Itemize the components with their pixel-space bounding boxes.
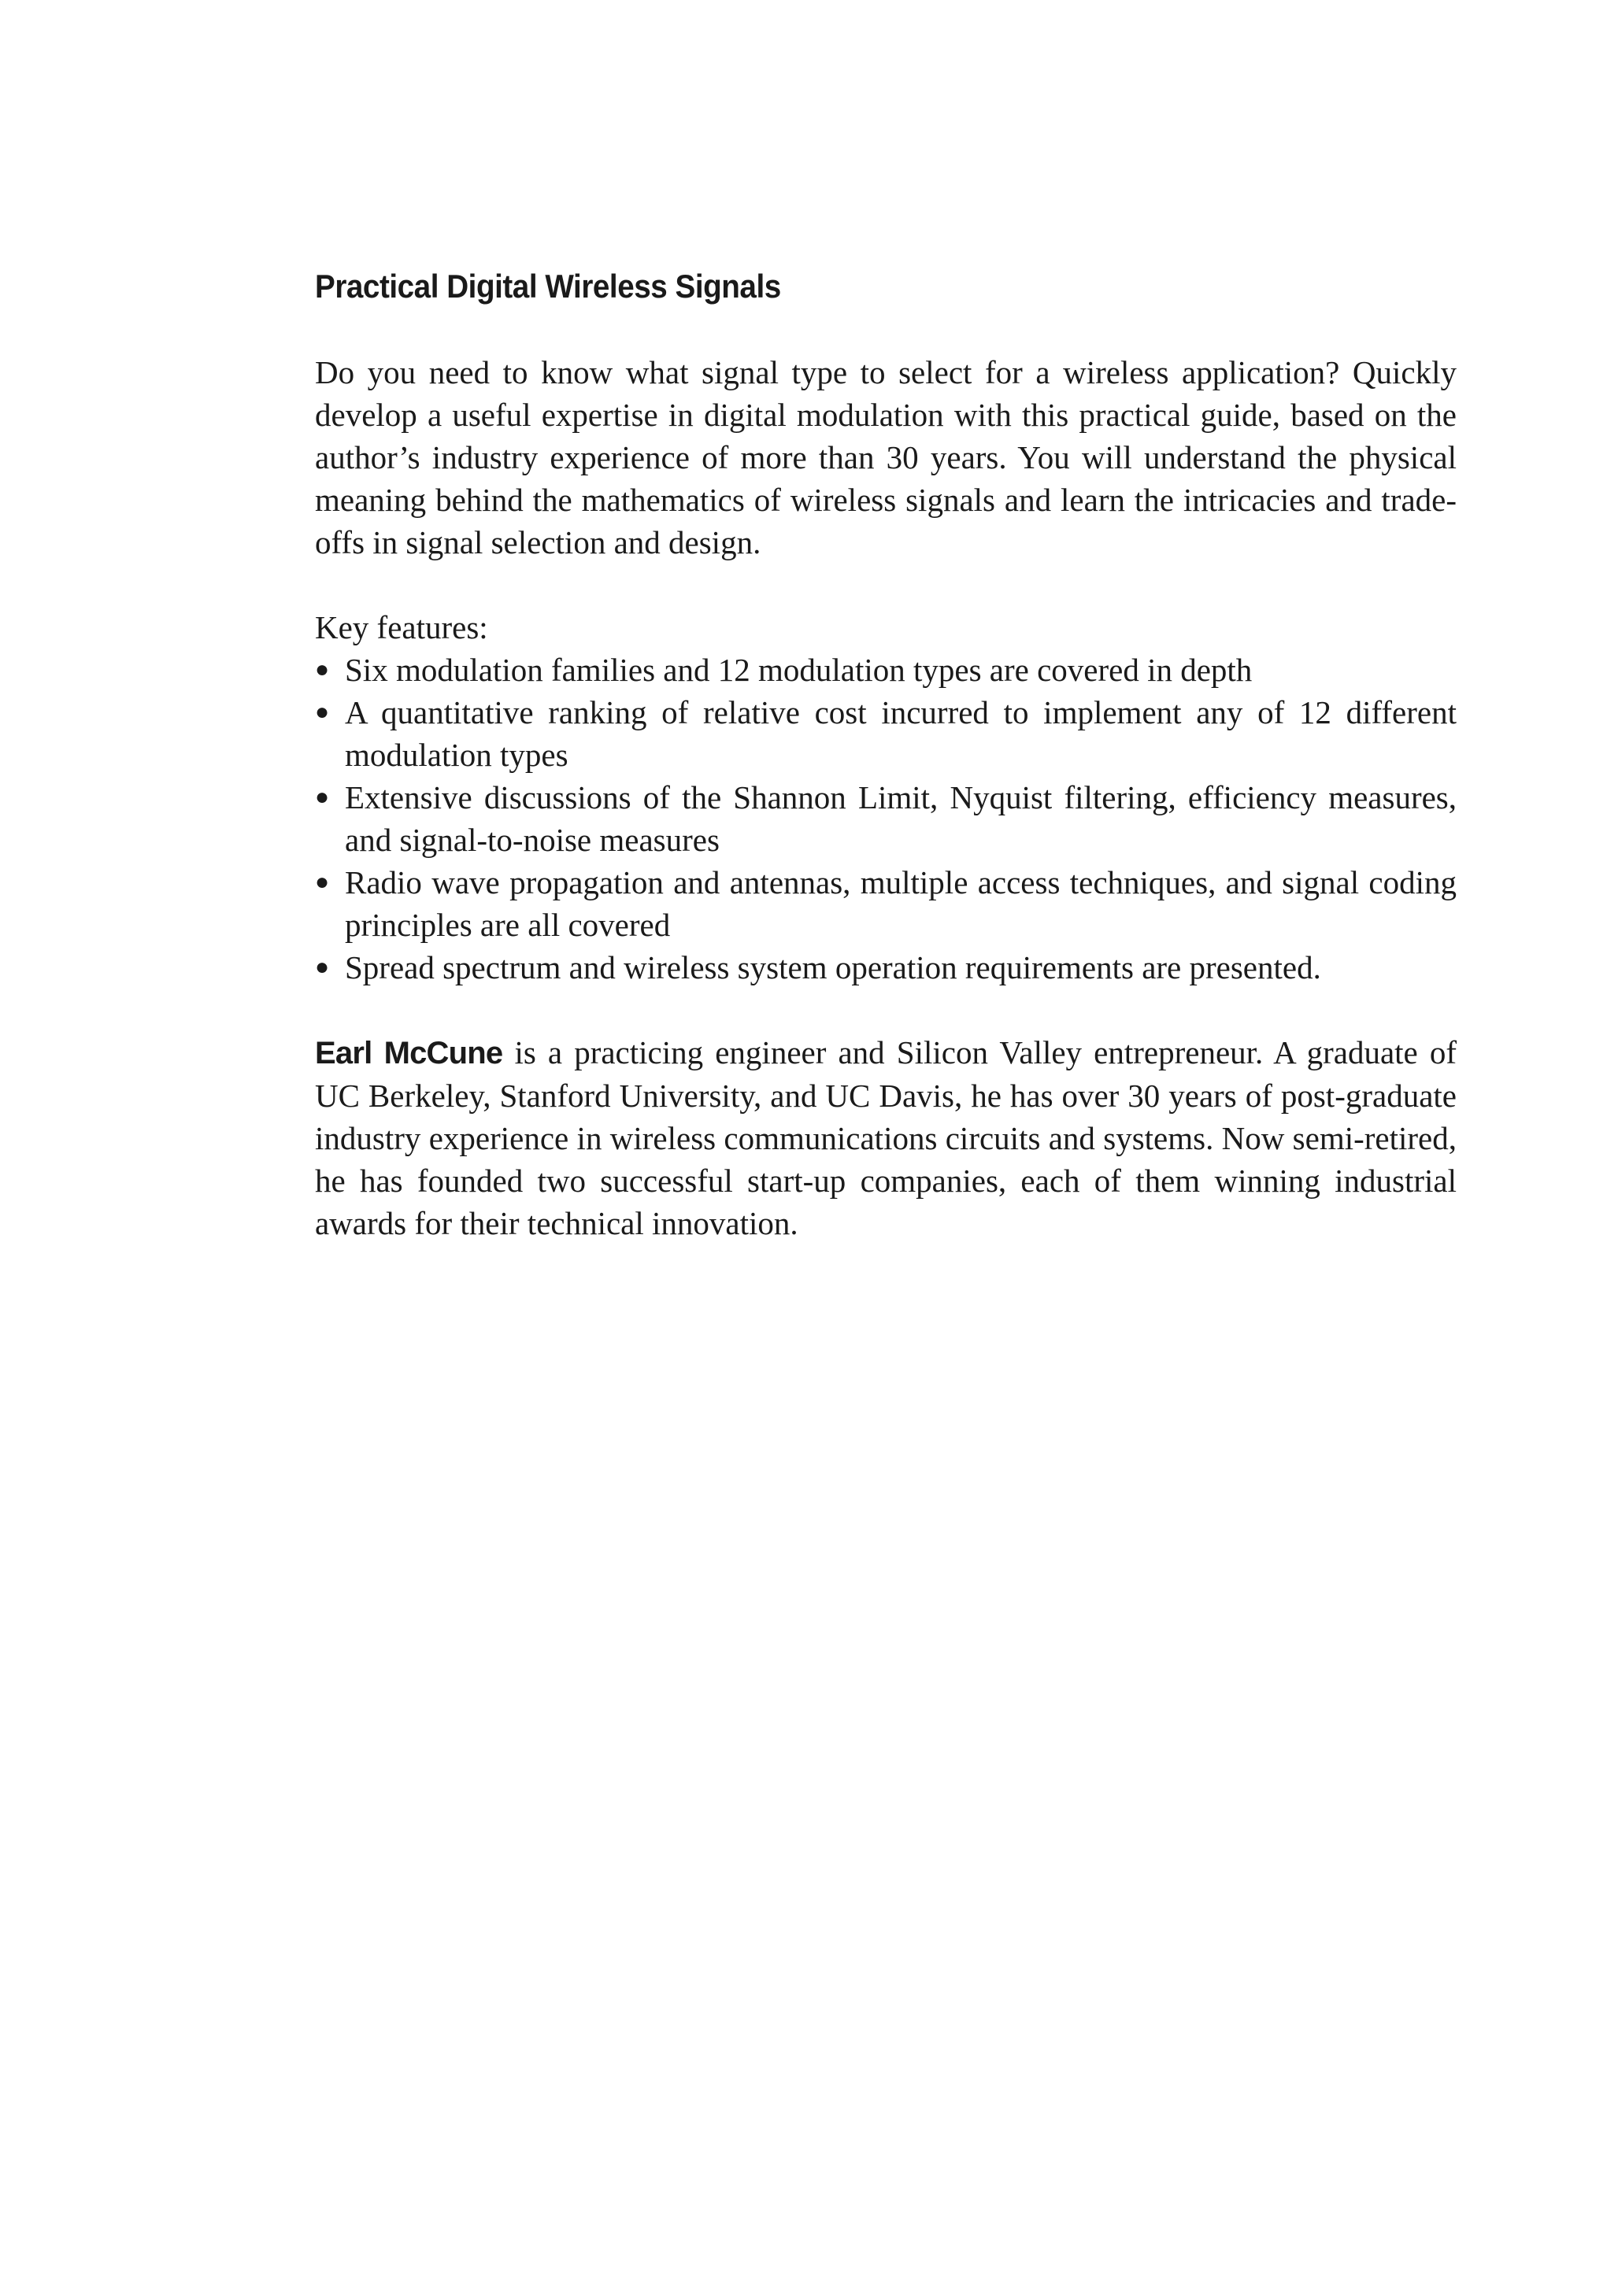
feature-item — [315, 861, 1457, 946]
feature-text: Extensive discussions of the Shannon Limit, Nyquist filtering, efficiency measures, and signal-to-noise measures — [345, 779, 1457, 858]
features-label: Key features: — [315, 609, 488, 645]
feature-item — [315, 649, 1457, 691]
feature-item — [315, 946, 1457, 989]
book-title: Practical Digital Wireless Signals — [315, 268, 781, 305]
feature-item — [315, 776, 1457, 861]
spacer — [315, 989, 1457, 1031]
spacer — [315, 564, 1457, 606]
feature-item — [315, 691, 1457, 776]
author-bio: is a practicing engineer and Silicon Valley entrepreneur. A graduate of UC Berkeley, Stanford University, and UC Davis, he has over 30 years of post-graduate industry experience in wireless communications circuits and systems. Now semi-retired, he has founded two successful start-up companies, each of them winning industrial awards for their technical innovation. — [315, 1034, 1457, 1241]
author-name: Earl McCune — [315, 1036, 503, 1070]
intro-paragraph: Do you need to know what signal type to select for a wireless application? Quickly develop a useful expertise in digital modulation with this practical guide, based on the author’s industry experience of more than 30 years. You will understand the physical meaning behind the mathematics of wireless signals and learn the intricacies and trade-offs in signal selection and design. — [315, 354, 1457, 560]
bullet-icon: ● — [315, 699, 330, 725]
feature-text: Radio wave propagation and antennas, multiple access techniques, and signal coding principles are all covered — [345, 864, 1457, 943]
bullet-icon: ● — [315, 656, 330, 682]
back-cover-text — [315, 263, 1457, 1244]
bullet-icon: ● — [315, 869, 330, 895]
bullet-icon: ● — [315, 954, 330, 980]
features-list — [315, 649, 1457, 989]
bullet-icon: ● — [315, 784, 330, 810]
author-paragraph — [315, 1031, 1457, 1244]
feature-text: Six modulation families and 12 modulation types are covered in depth — [345, 652, 1253, 688]
feature-text: Spread spectrum and wireless system operation requirements are presented. — [345, 949, 1321, 985]
feature-text: A quantitative ranking of relative cost incurred to implement any of 12 different modulation types — [345, 694, 1457, 773]
